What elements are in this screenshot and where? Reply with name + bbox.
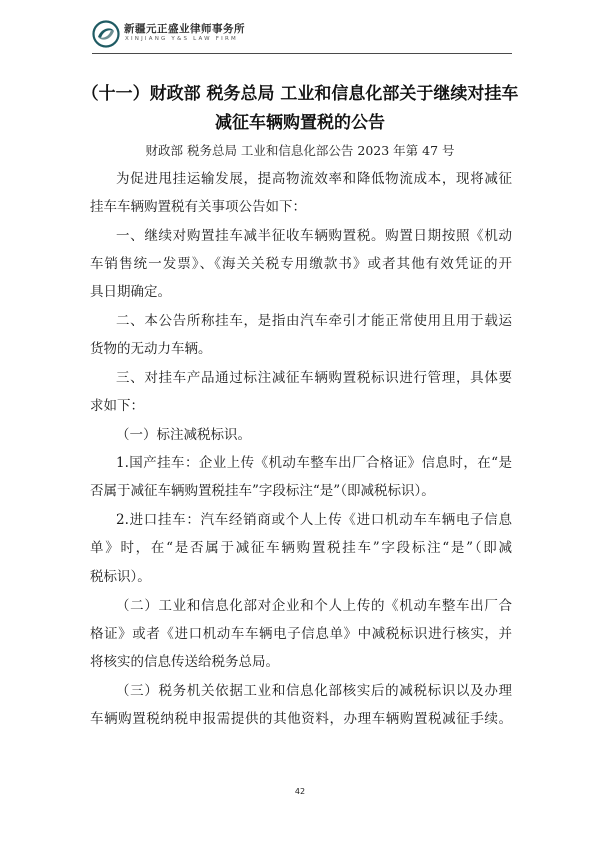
body-line: 具日期确定。 [90,284,171,300]
firm-name-en: XINJIANG Y&S LAW FIRM [125,36,238,42]
firm-name-cn: 新疆元正盛业律师事务所 [124,23,245,35]
body-line: 车辆购置税纳税申报需提供的其他资料，办理车辆购置税减征手续。 [90,711,512,727]
body-line: 格证》或者《进口机动车车辆电子信息单》中减税标识进行核实，并 [90,626,512,642]
body-line: 二、本公告所称挂车，是指由汽车牵引才能正常使用且用于载运 [116,313,512,329]
firm-logo-icon [92,20,120,48]
page-number: 42 [294,787,306,796]
body-line: 挂车车辆购置税有关事项公告如下： [90,199,306,215]
letterhead [92,20,512,52]
body-line: 2.进口挂车：汽车经销商或个人上传《进口机动车车辆电子信息 [116,512,512,528]
body-line: 货物的无动力车辆。 [90,341,212,357]
document-title-line-1: （十一）财政部 税务总局 工业和信息化部关于继续对挂车 [81,84,519,104]
body-line: 车销售统一发票》、《海关关税专用缴款书》或者其他有效凭证的开 [90,256,512,272]
document-title-line-2: 减征车辆购置税的公告 [215,113,385,133]
body-line: 1.国产挂车：企业上传《机动车整车出厂合格证》信息时，在“是 [116,455,512,471]
body-line: 单》时，在“是否属于减征车辆购置税挂车”字段标注“是”（即减 [90,540,512,556]
body-line: 三、对挂车产品通过标注减征车辆购置税标识进行管理，具体要 [116,370,512,386]
announcement-number: 财政部 税务总局 工业和信息化部公告 2023 年第 47 号 [145,143,455,158]
body-line: 税标识）。 [90,569,151,585]
body-line: 为促进甩挂运输发展，提高物流效率和降低物流成本，现将减征 [116,171,512,187]
header-divider [92,53,512,54]
body-line: 一、继续对购置挂车减半征收车辆购置税。购置日期按照《机动 [116,228,512,244]
body-line: （二）工业和信息化部对企业和个人上传的《机动车整车出厂合 [116,598,512,614]
body-line: 将核实的信息传送给税务总局。 [90,654,279,670]
body-line: 否属于减征车辆购置税挂车”字段标注“是”（即减税标识）。 [90,483,435,499]
body-line: 求如下： [90,398,144,414]
body-line: （三）税务机关依据工业和信息化部核实后的减税标识以及办理 [116,683,512,699]
section-heading: （一）标注减税标识。 [116,427,251,443]
